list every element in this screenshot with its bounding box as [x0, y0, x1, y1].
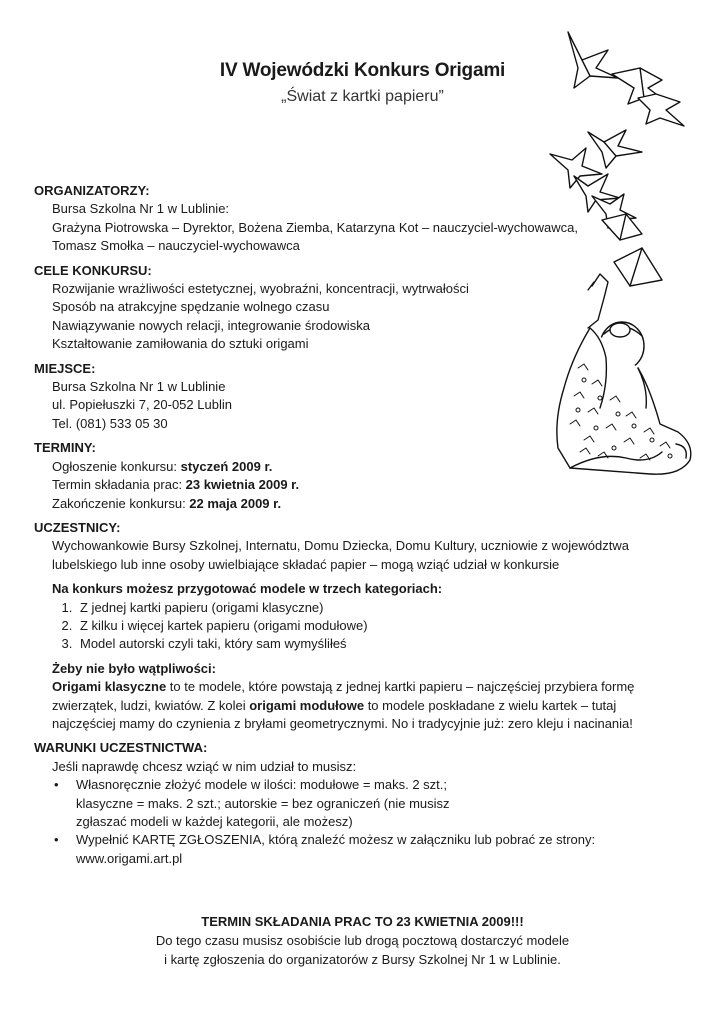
condition-line: klasyczne = maks. 2 szt.; autorskie = bez ograniczeń (nie musisz [76, 795, 450, 811]
date-value: styczeń 2009 r. [180, 458, 273, 474]
place-line: ul. Popiełuszki 7, 20-052 Lublin [52, 397, 232, 413]
section-dates [34, 439, 694, 513]
term-classic: Origami klasyczne [52, 679, 167, 695]
section-place [34, 360, 694, 434]
doubts-text-part: zwierzątek, ludzi, kwiatów. Z kolei [52, 697, 250, 713]
date-label: Zakończenie konkursu: [52, 495, 190, 511]
section-heading: CELE KONKURSU: [34, 262, 152, 278]
condition-line: zgłaszać modeli w każdej kategorii, ale możesz) [76, 814, 353, 829]
date-label: Ogłoszenie konkursu: [52, 458, 181, 474]
section-heading: WARUNKI UCZESTNICTWA: [34, 740, 208, 756]
doubts-text-part: to te modele, które powstają z jednej kartki papieru – najczęściej przybiera formę [166, 679, 635, 695]
term-modular: origami modułowe [249, 697, 365, 713]
main-content [34, 182, 694, 874]
doubts-text-part: to modele poskładane z wielu kartek – tutaj [364, 697, 617, 713]
section-goals [34, 262, 694, 354]
organizer-line: Bursa Szkolna Nr 1 w Lublinie: [52, 201, 230, 217]
participant-line: lubelskiego lub inne osoby uwielbiające składać papier – mogą wziąć udział w konkursie [52, 556, 560, 572]
organizer-line: Tomasz Smołka – nauczyciel-wychowawca [52, 238, 300, 254]
category-item: 3. Model autorski czyli taki, który sam wymyśliłeś [76, 635, 694, 653]
doubts-text-part: najczęściej mamy do czynienia z bryłami geometrycznymi. No i tradycyjnie już: zero kleju i nacinania! [52, 715, 633, 731]
section-participants [34, 519, 694, 733]
condition-item [76, 776, 694, 831]
date-line [52, 458, 694, 476]
footer-line: Do tego czasu musisz osobiście lub drogą pocztową dostarczyć modele [155, 933, 570, 948]
origami-bird-icon [568, 32, 618, 88]
goal-line: Nawiązywanie nowych relacji, integrowanie środowiska [52, 317, 370, 333]
page-subtitle: „Świat z kartki papieru” [281, 88, 444, 105]
date-line [52, 495, 694, 513]
category-item: 2. Z kilku i więcej kartek papieru (origami modułowe) [76, 617, 694, 635]
footer-notice [0, 912, 725, 969]
footer-line: i kartę zgłoszenia do organizatorów z Bursy Szkolnej Nr 1 w Lublinie. [164, 952, 561, 967]
organizer-line: Grażyna Piotrowska – Dyrektor, Bożena Ziemba, Katarzyna Kot – nauczyciel-wychowawca, [52, 219, 579, 235]
website-link[interactable]: www.origami.art.pl [76, 850, 183, 866]
date-value: 22 maja 2009 r. [189, 495, 282, 511]
doubts-text [34, 678, 694, 733]
section-conditions [34, 739, 694, 868]
origami-bird-icon [638, 94, 684, 126]
place-line: Bursa Szkolna Nr 1 w Lublinie [52, 379, 226, 395]
condition-line: • Wypełnić KARTĘ ZGŁOSZENIA, którą znaleźć możesz w załączniku lub pobrać ze strony: [76, 832, 596, 848]
origami-bird-icon [588, 130, 642, 168]
conditions-list [34, 776, 694, 868]
condition-line: • Własnoręcznie złożyć modele w ilości: modułowe = maks. 2 szt.; [76, 777, 447, 793]
deadline-heading: TERMIN SKŁADANIA PRAC TO 23 KWIETNIA 2009!!! [201, 914, 524, 929]
section-organizers [34, 182, 694, 256]
date-value: 23 kwietnia 2009 r. [185, 477, 300, 493]
date-label: Termin składania prac: [52, 477, 186, 493]
goal-line: Sposób na atrakcyjne spędzanie wolnego czasu [52, 299, 330, 315]
category-item: 1. Z jednej kartki papieru (origami klasyczne) [76, 599, 694, 617]
categories-list [34, 599, 694, 654]
categories-heading: Na konkurs możesz przygotować modele w trzech kategoriach: [52, 581, 443, 597]
participant-line: Wychowankowie Bursy Szkolnej, Internatu, Domu Dziecka, Domu Kultury, uczniowie z województwa [52, 538, 629, 554]
page-title: IV Wojewódzki Konkurs Origami [219, 60, 506, 81]
date-line [52, 476, 694, 494]
conditions-intro: Jeśli naprawdę chcesz wziąć w nim udział to musisz: [52, 758, 357, 774]
condition-item [76, 831, 694, 868]
section-heading: UCZESTNICY: [34, 519, 121, 535]
doubts-heading: Żeby nie było wątpliwości: [52, 660, 216, 676]
goal-line: Rozwijanie wrażliwości estetycznej, wyobraźni, koncentracji, wytrwałości [52, 281, 469, 297]
section-heading: ORGANIZATORZY: [34, 183, 150, 198]
section-heading: MIEJSCE: [34, 360, 96, 376]
place-line: Tel. (081) 533 05 30 [52, 415, 168, 431]
goal-line: Kształtowanie zamiłowania do sztuki origami [52, 336, 309, 352]
section-heading: TERMINY: [34, 440, 96, 456]
